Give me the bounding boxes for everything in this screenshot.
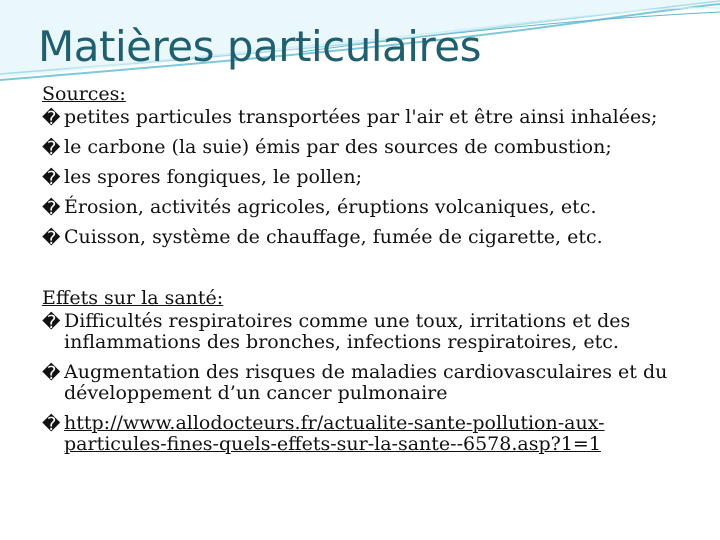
bullet-icon: � <box>42 414 61 435</box>
list-item <box>42 413 692 455</box>
bullet-icon: � <box>42 363 61 384</box>
list-item-text: les spores fongiques, le pollen; <box>64 166 362 188</box>
bullet-icon: � <box>42 108 61 129</box>
list-item-text: Difficultés respiratoires comme une toux, irritations et des inflammations des bronches, infections respiratoires, etc. <box>64 310 631 353</box>
page-title: Matières particulaires <box>38 22 482 71</box>
list-item <box>42 107 692 128</box>
list-item <box>42 227 692 248</box>
list-item-text: Augmentation des risques de maladies cardiovasculaires et du développement d’un cancer pulmonaire <box>64 361 668 404</box>
slide-content <box>42 84 692 464</box>
list-item-text: Érosion, activités agricoles, éruptions volcaniques, etc. <box>64 196 597 218</box>
source-link[interactable]: http://www.allodocteurs.fr/actualite-sante-pollution-aux-particules-fines-quels-effets-sur-la-sante--6578.asp?1=1 <box>64 412 605 455</box>
list-item <box>42 362 692 404</box>
list-item <box>42 167 692 188</box>
sources-heading: Sources: <box>42 83 126 105</box>
list-item <box>42 197 692 218</box>
bullet-icon: � <box>42 198 61 219</box>
bullet-icon: � <box>42 138 61 159</box>
list-item <box>42 311 692 353</box>
list-item-text: le carbone (la suie) émis par des sources de combustion; <box>64 136 612 158</box>
bullet-icon: � <box>42 168 61 189</box>
list-item-text: petites particules transportées par l'air et être ainsi inhalées; <box>64 106 658 128</box>
effects-section <box>42 288 692 455</box>
sources-section <box>42 84 692 248</box>
bullet-icon: � <box>42 312 61 333</box>
effects-list <box>42 311 692 455</box>
bullet-icon: � <box>42 228 61 249</box>
list-item-text: Cuisson, système de chauffage, fumée de cigarette, etc. <box>64 226 603 248</box>
effects-heading: Effets sur la santé: <box>42 287 224 309</box>
sources-list <box>42 107 692 248</box>
list-item <box>42 137 692 158</box>
